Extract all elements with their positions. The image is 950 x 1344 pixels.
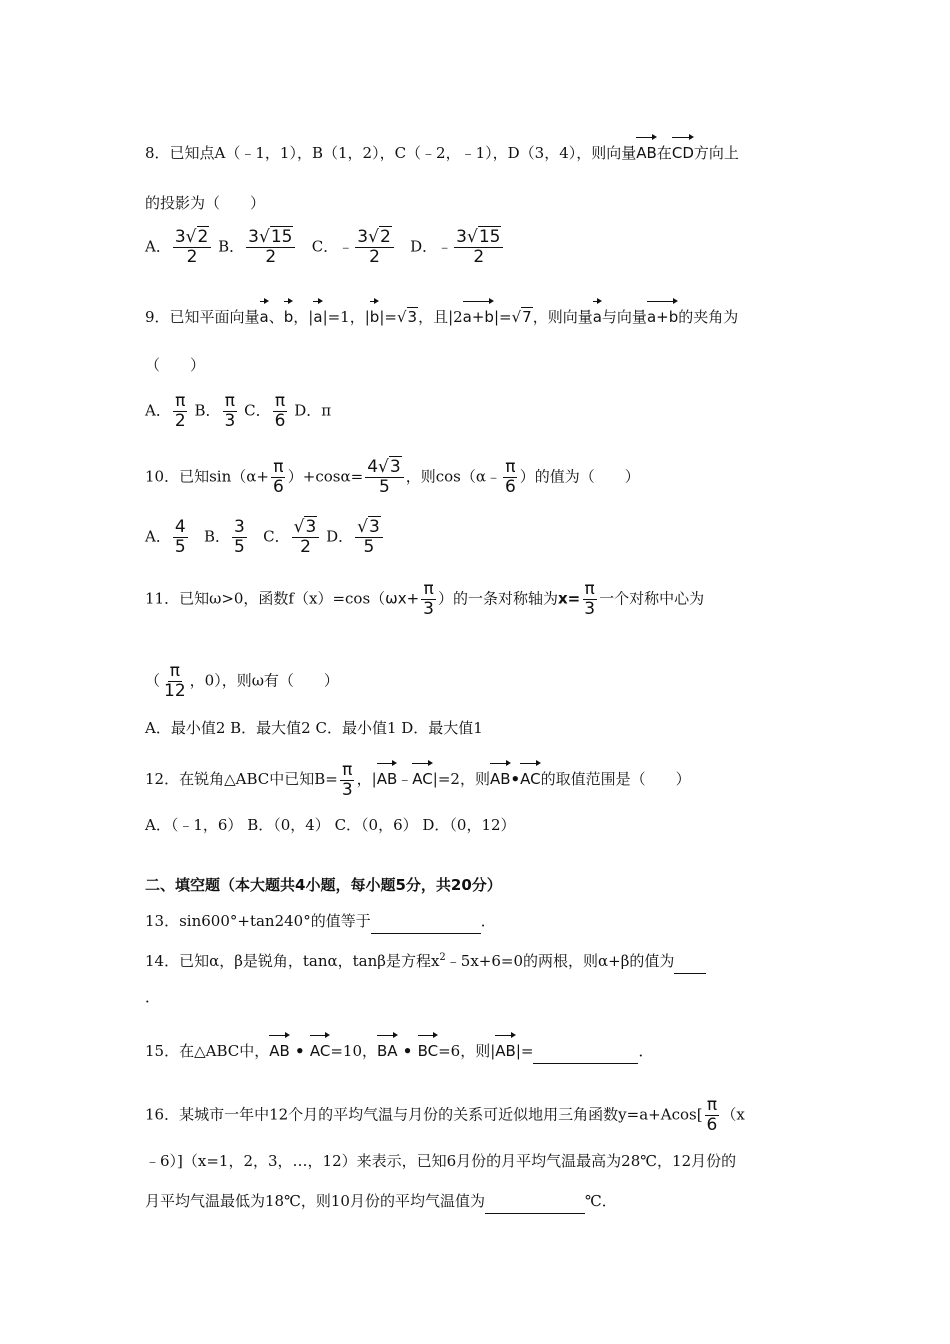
vector-ab: AB	[377, 760, 398, 792]
sqrt-7: √7	[511, 308, 532, 326]
q12-line1: 12．在锐角△ABC中已知B= $\frac{\pi}{3}$ ，|AB﹣AC|=2，则AB•AC的取值范围是（ ）	[145, 759, 691, 800]
q12-options: A．（﹣1，6） B．（0，4） C．（0，6） D．（0，12）	[145, 816, 516, 834]
q8-options: A． $\frac{3√2}{2}$ B． $\frac{3√15}{2}$ C．﹣ $\frac{3√2}{2}$ D．﹣ $\frac{3√15}{2}$	[145, 228, 505, 267]
vector-ab: AB	[495, 1032, 516, 1064]
q11-options: A．最小值2 B．最大值2 C．最小值1 D．最大值1	[145, 719, 483, 737]
q9-option-b-fraction: $\frac{\pi}{3}$	[224, 391, 236, 431]
q13-line: 13．sin600°+tan240°的值等于 ．	[145, 908, 496, 934]
answer-blank	[674, 955, 706, 974]
q16-line3: 月平均气温最低为18℃，则10月份的平均气温值为 ℃．	[145, 1188, 617, 1214]
q8-option-b-fraction: $\frac{3√15}{2}$	[246, 228, 295, 267]
q10-options: A． $\frac{4}{5}$ B． $\frac{3}{5}$ C． $\frac{√3}{2}$ D． $\frac{√3}{5}$	[145, 518, 385, 557]
q10-frac-pi-6b: $\frac{\pi}{6}$	[504, 457, 516, 497]
q10-option-b-fraction: $\frac{3}{5}$	[234, 517, 245, 557]
vector-ba: BA	[377, 1032, 398, 1064]
vector-ab: AB	[269, 1032, 290, 1064]
vector-bc: BC	[418, 1032, 439, 1064]
q16-frac-pi-6: $\frac{\pi}{6}$	[706, 1095, 718, 1135]
q8-option-c-fraction: $\frac{3√2}{2}$	[355, 228, 394, 267]
vector-b: b	[284, 298, 294, 330]
vector-a-plus-b: a+b	[463, 298, 494, 330]
q9-options: A． $\frac{\pi}{2}$ B． $\frac{\pi}{3}$ C． $\frac{\pi}{6}$ D．π	[145, 391, 332, 431]
q14-line2: ．	[145, 988, 161, 1006]
vector-ab: AB	[490, 760, 511, 792]
q10-line1: 10．已知sin（α+ $\frac{\pi}{6}$ ）+cosα= $\frac{4√3}{5}$ ，则cos（α﹣ $\frac{\pi}{6}$ ）的值为（ ）	[145, 457, 640, 497]
q16-line2: ﹣6）]（x=1，2，3，…，12）来表示，已知6月份的月平均气温最高为28℃，12月份的	[145, 1152, 737, 1170]
q11-line1: 11．已知ω>0，函数f（x）=cos（ωx+ $\frac{\pi}{3}$ ）的一条对称轴为x= $\frac{\pi}{3}$ 一个对称中心为	[145, 579, 705, 619]
q10-frac-4sqrt3-5: $\frac{4√3}{5}$	[365, 458, 404, 497]
q9-option-a-fraction: $\frac{\pi}{2}$	[174, 391, 186, 431]
vector-a: a	[260, 298, 269, 330]
vector-a: a	[313, 298, 322, 330]
q16-line1: 16．某城市一年中12个月的平均气温与月份的关系可近似地用三角函数y=a+Acos[ $\frac{\pi}{6}$ （x	[145, 1095, 745, 1135]
answer-blank	[371, 915, 481, 934]
q11-frac-pi-12: $\frac{\pi}{12}$	[164, 661, 186, 701]
answer-blank	[485, 1195, 585, 1214]
q9-option-c-fraction: $\frac{\pi}{6}$	[274, 391, 286, 431]
q12-frac-pi-3: $\frac{\pi}{3}$	[341, 759, 353, 800]
q14-line1: 14．已知α，β是锐角，tanα，tanβ是方程$x^2﹣5x+6=0$的两根，则α+β的值为	[145, 945, 706, 974]
vector-ac: AC	[520, 760, 540, 792]
q10-frac-pi-6: $\frac{\pi}{6}$	[272, 457, 284, 497]
q8-line1: 8．已知点A（﹣1，1），B（1，2），C（﹣2，﹣1），D（3，4），则向量AB在CD方向上	[145, 134, 739, 166]
q8-option-a-fraction: $\frac{3√2}{2}$	[173, 228, 212, 267]
vector-b: b	[370, 298, 380, 330]
vector-a-plus-b: a+b	[647, 298, 678, 330]
vector-ac: AC	[310, 1032, 330, 1064]
q10-option-c-fraction: $\frac{√3}{2}$	[292, 518, 320, 557]
q9-line2: （ ）	[145, 356, 206, 374]
vector-ab: AB	[636, 134, 657, 166]
q11-frac-pi-3: $\frac{\pi}{3}$	[423, 579, 434, 619]
q8-option-d-fraction: $\frac{3√15}{2}$	[454, 228, 503, 267]
q10-option-d-fraction: $\frac{√3}{5}$	[355, 518, 383, 557]
q10-option-a-fraction: $\frac{4}{5}$	[174, 517, 186, 557]
q11-line2: （ $\frac{\pi}{12}$ ，0），则ω有（ ）	[145, 661, 339, 701]
q15-line: 15．在△ABC中，AB • AC=10，BA • BC=6，则|AB|= ．	[145, 1032, 653, 1064]
vector-cd: CD	[672, 134, 694, 166]
sqrt-3: √3	[396, 308, 418, 326]
q8-line2: 的投影为（ ）	[145, 194, 266, 212]
vector-ac: AC	[412, 760, 432, 792]
section-heading: 二、填空题（本大题共4小题，每小题5分，共20分）	[145, 876, 502, 894]
answer-blank	[533, 1045, 638, 1064]
q9-line1: 9．已知平面向量a、b，|a|=1，|b|=√3，且|2a+b|=√7，则向量a与向量a+b的夹角为	[145, 298, 738, 330]
vector-a: a	[593, 298, 602, 330]
q11-frac-pi-3b: $\frac{\pi}{3}$	[584, 579, 596, 619]
